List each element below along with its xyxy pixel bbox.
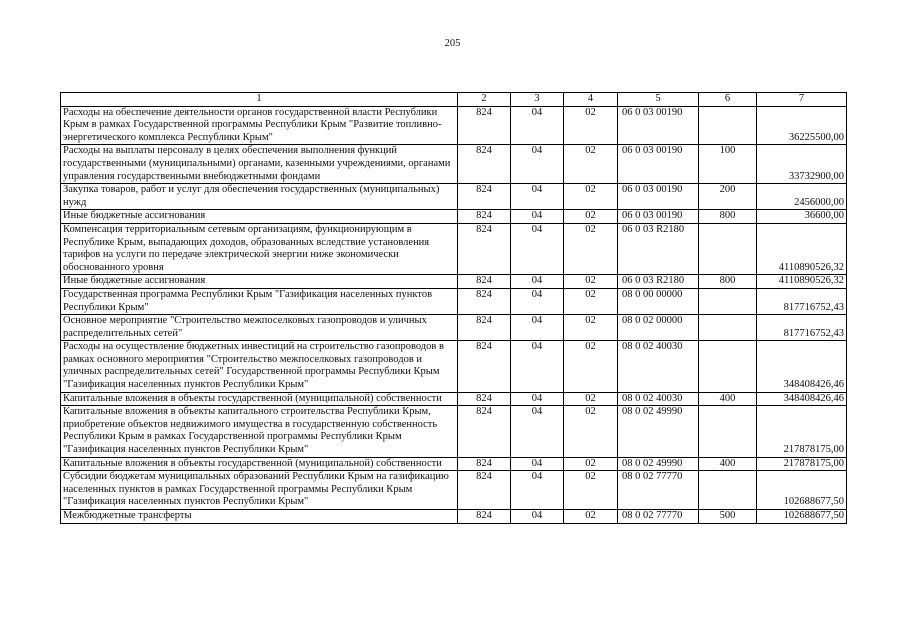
section-code-cell: 04 <box>511 184 564 210</box>
subsection-code-cell: 02 <box>564 510 618 524</box>
expense-type-cell: 100 <box>699 145 757 184</box>
subsection-code-cell: 02 <box>564 106 618 145</box>
section-code-cell: 04 <box>511 471 564 510</box>
target-article-cell: 08 0 00 00000 <box>618 288 699 314</box>
expense-name-cell: Капитальные вложения в объекты капитального строительства Республики Крым, приобретение объектов недвижимого имущества в государственную собственность Республики Крым в рамках Государственной программы Республики Крым "Газификация населенных пунктов Республики Крым" <box>61 406 458 457</box>
target-article-cell: 06 0 03 00190 <box>618 106 699 145</box>
subsection-code-cell: 02 <box>564 223 618 274</box>
target-article-cell: 08 0 02 77770 <box>618 471 699 510</box>
section-code-cell: 04 <box>511 288 564 314</box>
expense-type-cell: 200 <box>699 184 757 210</box>
section-code-cell: 04 <box>511 223 564 274</box>
expense-type-cell: 800 <box>699 275 757 289</box>
expense-type-cell <box>699 106 757 145</box>
ministry-code-cell: 824 <box>458 315 511 341</box>
subsection-code-cell: 02 <box>564 184 618 210</box>
table-row <box>61 471 847 510</box>
table-row <box>61 106 847 145</box>
section-code-cell: 04 <box>511 106 564 145</box>
ministry-code-cell: 824 <box>458 457 511 471</box>
section-code-cell: 04 <box>511 392 564 406</box>
subsection-code-cell: 02 <box>564 315 618 341</box>
expense-name-cell: Иные бюджетные ассигнования <box>61 210 458 224</box>
target-article-cell: 06 0 03 R2180 <box>618 275 699 289</box>
expense-type-cell <box>699 315 757 341</box>
ministry-code-cell: 824 <box>458 471 511 510</box>
subsection-code-cell: 02 <box>564 288 618 314</box>
ministry-code-cell: 824 <box>458 406 511 457</box>
subsection-code-cell: 02 <box>564 392 618 406</box>
ministry-code-cell: 824 <box>458 145 511 184</box>
ministry-code-cell: 824 <box>458 275 511 289</box>
amount-cell: 348408426,46 <box>757 392 847 406</box>
expense-name-cell: Межбюджетные трансферты <box>61 510 458 524</box>
table-row <box>61 210 847 224</box>
column-header: 6 <box>699 93 757 107</box>
table-row <box>61 406 847 457</box>
subsection-code-cell: 02 <box>564 275 618 289</box>
expense-type-cell <box>699 406 757 457</box>
expense-name-cell: Капитальные вложения в объекты государственной (муниципальной) собственности <box>61 457 458 471</box>
section-code-cell: 04 <box>511 510 564 524</box>
target-article-cell: 06 0 03 00190 <box>618 210 699 224</box>
subsection-code-cell: 02 <box>564 341 618 392</box>
amount-cell: 2456000,00 <box>757 184 847 210</box>
ministry-code-cell: 824 <box>458 210 511 224</box>
ministry-code-cell: 824 <box>458 392 511 406</box>
table-row <box>61 223 847 274</box>
subsection-code-cell: 02 <box>564 145 618 184</box>
section-code-cell: 04 <box>511 145 564 184</box>
column-header: 2 <box>458 93 511 107</box>
expense-name-cell: Расходы на осуществление бюджетных инвестиций на строительство газопроводов в рамках основного мероприятия "Строительство межпоселковых газопроводов и уличных распределительных сетей" Государственной программы Республики Крым "Газификация населенных пунктов Республики Крым" <box>61 341 458 392</box>
target-article-cell: 08 0 02 49990 <box>618 457 699 471</box>
expense-type-cell <box>699 223 757 274</box>
target-article-cell: 06 0 03 00190 <box>618 184 699 210</box>
table-row <box>61 288 847 314</box>
table-row <box>61 392 847 406</box>
target-article-cell: 08 0 02 40030 <box>618 392 699 406</box>
amount-cell: 102688677,50 <box>757 471 847 510</box>
column-header: 7 <box>757 93 847 107</box>
ministry-code-cell: 824 <box>458 223 511 274</box>
table-row <box>61 457 847 471</box>
amount-cell: 817716752,43 <box>757 315 847 341</box>
column-header: 5 <box>618 93 699 107</box>
expense-name-cell: Закупка товаров, работ и услуг для обеспечения государственных (муниципальных) нужд <box>61 184 458 210</box>
ministry-code-cell: 824 <box>458 510 511 524</box>
target-article-cell: 08 0 02 49990 <box>618 406 699 457</box>
section-code-cell: 04 <box>511 210 564 224</box>
expense-type-cell: 500 <box>699 510 757 524</box>
table-row <box>61 184 847 210</box>
ministry-code-cell: 824 <box>458 341 511 392</box>
subsection-code-cell: 02 <box>564 406 618 457</box>
expense-name-cell: Основное мероприятие "Строительство межпоселковых газопроводов и уличных распределительных сетей" <box>61 315 458 341</box>
table-row <box>61 510 847 524</box>
amount-cell: 36600,00 <box>757 210 847 224</box>
section-code-cell: 04 <box>511 315 564 341</box>
amount-cell: 217878175,00 <box>757 406 847 457</box>
column-header: 3 <box>511 93 564 107</box>
amount-cell: 217878175,00 <box>757 457 847 471</box>
subsection-code-cell: 02 <box>564 471 618 510</box>
section-code-cell: 04 <box>511 406 564 457</box>
header-row <box>61 93 847 107</box>
table-row <box>61 275 847 289</box>
table-row <box>61 145 847 184</box>
amount-cell: 4110890526,32 <box>757 223 847 274</box>
expense-type-cell: 400 <box>699 392 757 406</box>
expense-name-cell: Государственная программа Республики Крым "Газификация населенных пунктов Республики Крым" <box>61 288 458 314</box>
section-code-cell: 04 <box>511 341 564 392</box>
subsection-code-cell: 02 <box>564 457 618 471</box>
expense-name-cell: Субсидии бюджетам муниципальных образований Республики Крым на газификацию населенных пунктов в рамках Государственной программы Республики Крым "Газификация населенных пунктов Республики Крым" <box>61 471 458 510</box>
column-header: 1 <box>61 93 458 107</box>
target-article-cell: 08 0 02 00000 <box>618 315 699 341</box>
expense-name-cell: Иные бюджетные ассигнования <box>61 275 458 289</box>
section-code-cell: 04 <box>511 457 564 471</box>
section-code-cell: 04 <box>511 275 564 289</box>
column-header: 4 <box>564 93 618 107</box>
ministry-code-cell: 824 <box>458 288 511 314</box>
expense-name-cell: Капитальные вложения в объекты государственной (муниципальной) собственности <box>61 392 458 406</box>
expense-type-cell: 800 <box>699 210 757 224</box>
target-article-cell: 08 0 02 77770 <box>618 510 699 524</box>
target-article-cell: 08 0 02 40030 <box>618 341 699 392</box>
amount-cell: 102688677,50 <box>757 510 847 524</box>
expense-type-cell: 400 <box>699 457 757 471</box>
table-row <box>61 341 847 392</box>
amount-cell: 348408426,46 <box>757 341 847 392</box>
budget-table <box>60 92 847 524</box>
subsection-code-cell: 02 <box>564 210 618 224</box>
amount-cell: 4110890526,32 <box>757 275 847 289</box>
expense-type-cell <box>699 341 757 392</box>
ministry-code-cell: 824 <box>458 106 511 145</box>
table-row <box>61 315 847 341</box>
page-number: 205 <box>444 38 461 49</box>
expense-name-cell: Расходы на обеспечение деятельности органов государственной власти Республики Крым в рамках Государственной программы Республики Крым "Развитие топливно-энергетического комплекса Республики Крым" <box>61 106 458 145</box>
expense-type-cell <box>699 288 757 314</box>
amount-cell: 36225500,00 <box>757 106 847 145</box>
expense-name-cell: Расходы на выплаты персоналу в целях обеспечения выполнения функций государственными (муниципальными) органами, казенными учреждениями, органами управления государственными внебюджетными фондами <box>61 145 458 184</box>
amount-cell: 817716752,43 <box>757 288 847 314</box>
amount-cell: 33732900,00 <box>757 145 847 184</box>
target-article-cell: 06 0 03 00190 <box>618 145 699 184</box>
target-article-cell: 06 0 03 R2180 <box>618 223 699 274</box>
ministry-code-cell: 824 <box>458 184 511 210</box>
expense-name-cell: Компенсация территориальным сетевым организациям, функционирующим в Республике Крым, выпадающих доходов, образованных вследствие установления тарифов на услуги по передаче электрической энергии ниже экономически обоснованного уровня <box>61 223 458 274</box>
expense-type-cell <box>699 471 757 510</box>
